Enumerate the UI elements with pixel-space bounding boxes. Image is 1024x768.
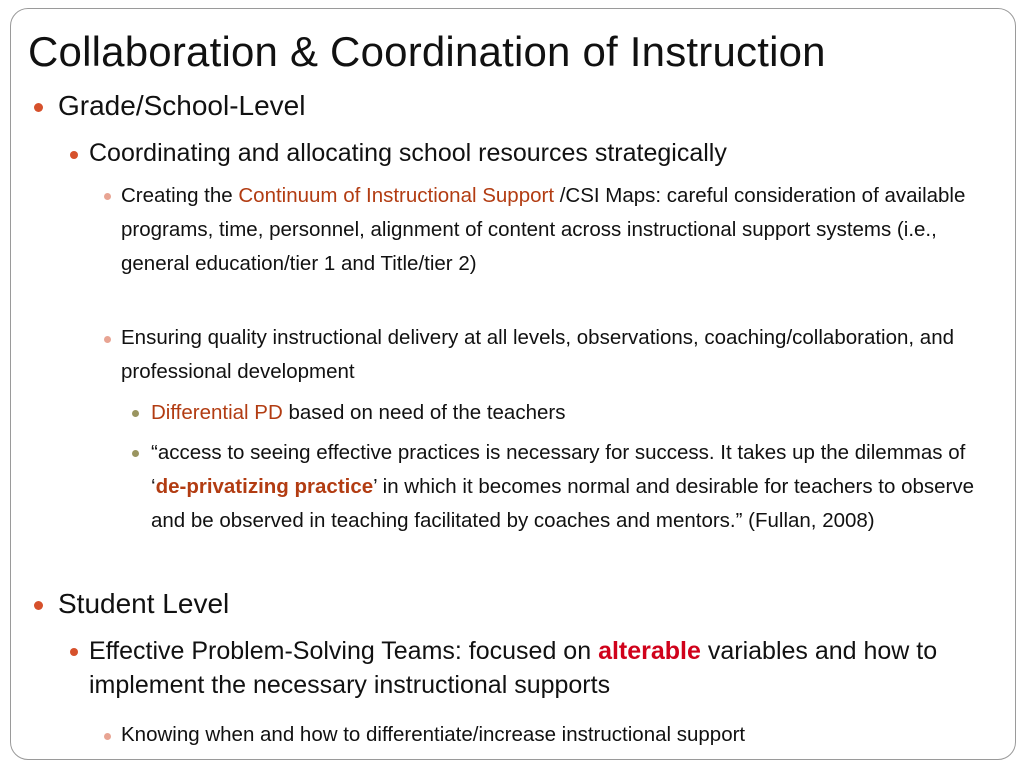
bullet-quality (104, 336, 111, 343)
de-privatizing-emphasis: de-privatizing practice (155, 475, 374, 498)
differential-pd-link[interactable]: Differential PD (151, 401, 283, 424)
csi-pre: Creating the (121, 184, 239, 207)
bullet-coordinating (70, 151, 78, 159)
bullet-quote (132, 450, 139, 457)
pst-pre: Effective Problem-Solving Teams: focused on (89, 637, 599, 665)
bullet-knowing (104, 733, 111, 740)
item-quality-delivery: Ensuring quality instructional delivery at all levels, observations, coaching/collaboration, and professional development (121, 326, 954, 383)
heading-grade-level: Grade/School-Level (58, 90, 306, 121)
item-differential-pd (151, 396, 1001, 430)
bullet-differential-pd (132, 410, 139, 417)
bullet-problem-solving (70, 648, 78, 656)
sub-problem-solving (89, 634, 999, 702)
bullet-student-level (34, 601, 43, 610)
pst-post: variables and how to implement the necessary instructional supports (89, 637, 938, 699)
continuum-link[interactable]: Continuum of Instructional Support (238, 184, 555, 207)
alterable-emphasis: alterable (598, 637, 701, 665)
bullet-grade-level (34, 103, 43, 112)
bullet-csi (104, 193, 111, 200)
item-csi-maps (121, 179, 1001, 281)
item-knowing-differentiate: Knowing when and how to differentiate/increase instructional support (121, 723, 746, 746)
sub-coordinating: Coordinating and allocating school resources strategically (89, 139, 727, 167)
heading-student-level: Student Level (58, 588, 230, 619)
item-fullan-quote (151, 436, 1001, 538)
csi-post: /CSI Maps: careful consideration of available programs, time, personnel, alignment of content across instructional support systems (i.e., general education/tier 1 and Title/tier 2) (121, 184, 966, 275)
quote-pre: “access to seeing effective practices is necessary for success. It takes up the dilemmas of ‘ (151, 441, 966, 498)
slide-title: Collaboration & Coordination of Instruction (28, 28, 826, 75)
quote-post: ’ in which it becomes normal and desirable for teachers to observe and be observed in teaching facilitated by coaches and mentors.” (Fullan, 2008) (151, 475, 975, 532)
diff-post: based on need of the teachers (282, 401, 566, 424)
